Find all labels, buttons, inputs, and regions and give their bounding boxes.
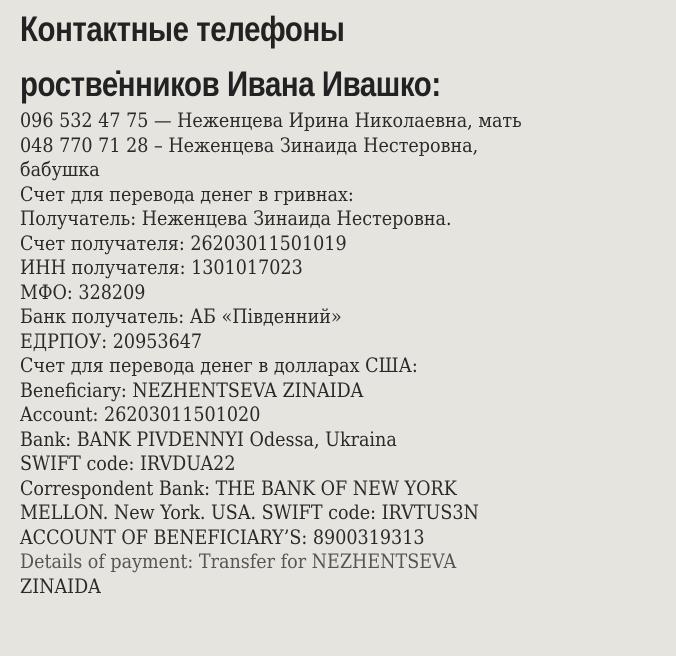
uah-bank: Банк получатель: АБ «Південний» [20, 305, 342, 328]
heading [20, 2, 441, 112]
usd-payment-details: Details of payment: Transfer for NEZHENTSEVA [20, 550, 457, 573]
heading-line-2: ростве̇нников Ивана Ивашко: [20, 65, 441, 104]
usd-account: Account: 26203011501020 [20, 403, 261, 426]
uah-mfo: МФО: 328209 [20, 280, 146, 304]
phone-grandmother: 048 770 71 28 – Неженцева Зинаида Нестеровна, [20, 133, 479, 157]
uah-account-number: Счет получателя: 26203011501019 [20, 231, 347, 255]
phone-grandmother-cont: бабушка [20, 158, 100, 181]
usd-account-heading: Счет для перевода денег в долларах США: [20, 354, 418, 377]
uah-account-heading: Счет для перевода денег в гривнах: [20, 182, 354, 206]
usd-beneficiary: Beneficiary: NEZHENTSEVA ZINAIDA [20, 378, 364, 402]
heading-line-1: Контактные телефоны [20, 10, 345, 49]
usd-beneficiary-account: ACCOUNT OF BENEFICIARY’S: 8900319313 [20, 525, 425, 549]
usd-swift: SWIFT code: IRVDUA22 [20, 452, 236, 475]
usd-correspondent-bank: Correspondent Bank: THE BANK OF NEW YORK [20, 476, 457, 500]
uah-edrpou: ЕДРПОУ: 20953647 [20, 329, 203, 353]
uah-recipient: Получатель: Неженцева Зинаида Нестеровна. [20, 207, 452, 230]
uah-inn: ИНН получателя: 1301017023 [20, 256, 303, 279]
contact-details [20, 109, 614, 599]
usd-correspondent-bank-cont: MELLON. New York. USA. SWIFT code: IRVTUS3N [20, 501, 479, 524]
phone-mother: 096 532 47 75 — Неженцева Ирина Николаевна, мать [20, 109, 522, 132]
usd-bank: Bank: BANK PIVDENNYI Odessa, Ukraina [20, 427, 397, 451]
usd-payment-details-cont: ZINAIDA [20, 574, 101, 598]
